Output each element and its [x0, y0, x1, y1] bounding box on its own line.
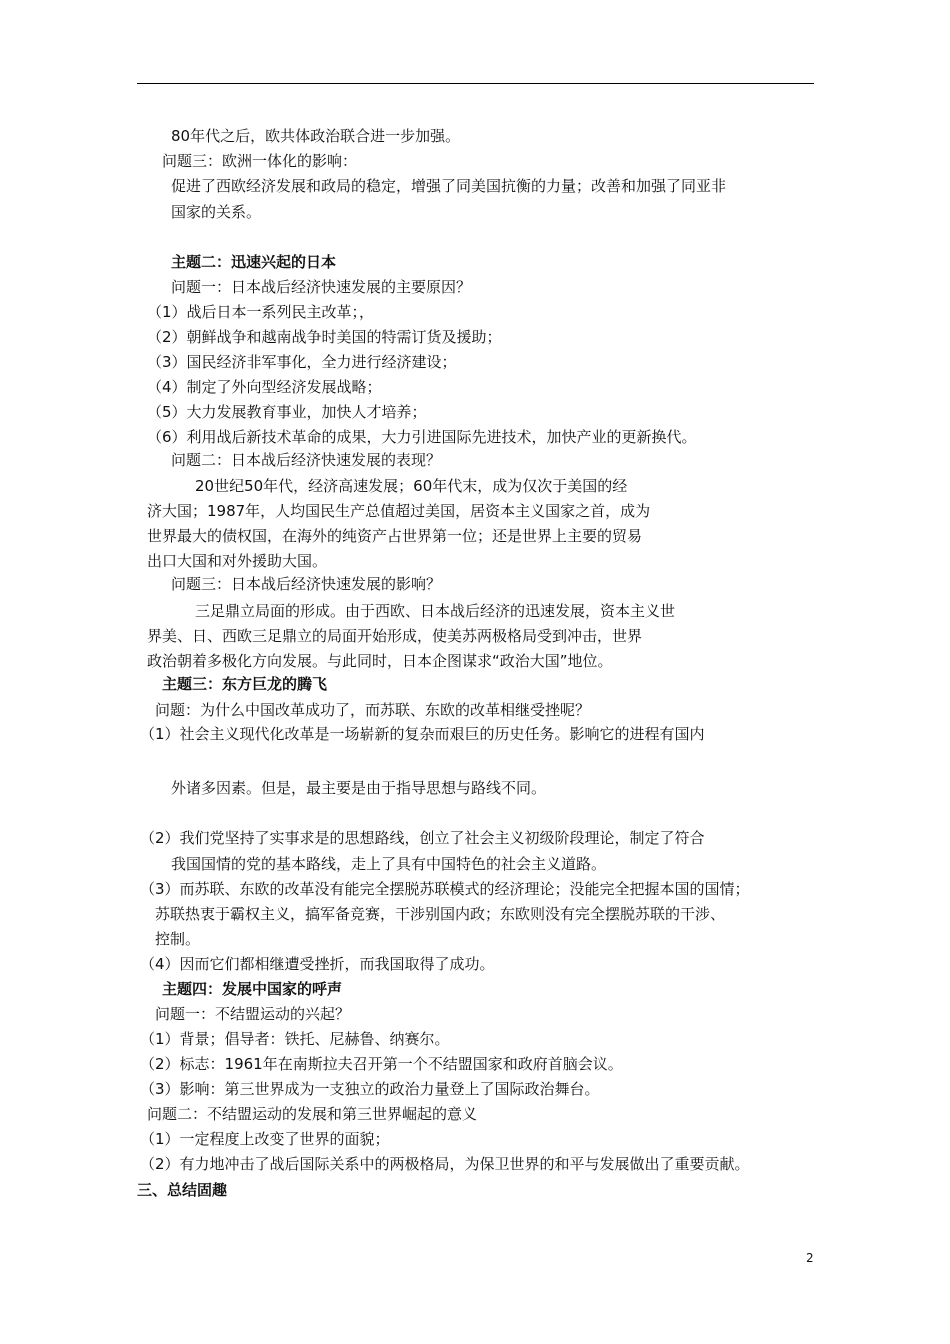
question-heading: 问题三：欧洲一体化的影响： [162, 152, 358, 170]
list-item: （1）一定程度上改变了世界的面貌； [140, 1130, 390, 1148]
page-number: 2 [806, 1251, 814, 1265]
question-heading: 问题二：日本战后经济快速发展的表现？ [171, 451, 442, 469]
list-item: （1）战后日本一系列民主改革；， [147, 303, 375, 321]
section-heading: 主题二：迅速兴起的日本 [171, 253, 337, 271]
section-heading: 主题四：发展中国家的呼声 [162, 980, 343, 998]
question-heading: 问题一：不结盟运动的兴起？ [155, 1005, 351, 1023]
text-line: 济大国；1987年，人均国民生产总值超过美国，居资本主义国家之首，成为 [147, 502, 651, 520]
list-item: （3）影响：第三世界成为一支独立的政治力量登上了国际政治舞台。 [140, 1080, 600, 1098]
question-heading: 问题一：日本战后经济快速发展的主要原因？ [171, 278, 472, 296]
text-line: 出口大国和对外援助大国。 [147, 552, 328, 570]
list-item: （2）我们党坚持了实事求是的思想路线，创立了社会主义初级阶段理论，制定了符合 [140, 829, 705, 847]
list-item: （1）社会主义现代化改革是一场崭新的复杂而艰巨的历史任务。影响它的进程有国内 [140, 725, 705, 743]
header-rule [137, 83, 814, 84]
question-heading: 问题二：不结盟运动的发展和第三世界崛起的意义 [147, 1105, 478, 1123]
text-line: 外诸多因素。但是，最主要是由于指导思想与路线不同。 [171, 779, 547, 797]
list-item: （4）因而它们都相继遭受挫折，而我国取得了成功。 [140, 955, 495, 973]
text-line: 20世纪50年代，经济高速发展；60年代末，成为仅次于美国的经 [195, 477, 628, 495]
text-line: 三足鼎立局面的形成。由于西欧、日本战后经济的迅速发展，资本主义世 [195, 602, 676, 620]
part-heading: 三、总结固趣 [137, 1181, 228, 1199]
text-line: 苏联热衷于霸权主义，搞军备竞赛，干涉别国内政；东欧则没有完全摆脱苏联的干涉、 [155, 905, 726, 923]
section-heading: 主题三：东方巨龙的腾飞 [162, 675, 328, 693]
text-line: 控制。 [155, 930, 201, 948]
list-item: （2）朝鲜战争和越南战争时美国的特需订货及援助； [147, 328, 502, 346]
text-line: 政治朝着多极化方向发展。与此同时，日本企图谋求“政治大国”地位。 [147, 652, 613, 670]
list-item: （1）背景；倡导者：铁托、尼赫鲁、纳赛尔。 [140, 1030, 450, 1048]
text-line: 我国国情的党的基本路线，走上了具有中国特色的社会主义道路。 [171, 855, 607, 873]
list-item: （4）制定了外向型经济发展战略； [147, 378, 382, 396]
text-line: 国家的关系。 [171, 203, 262, 221]
list-item: （2）有力地冲击了战后国际关系中的两极格局，为保卫世界的和平与发展做出了重要贡献。 [140, 1155, 750, 1173]
text-line: 促进了西欧经济发展和政局的稳定，增强了同美国抗衡的力量；改善和加强了同亚非 [171, 177, 727, 195]
list-item: （3）而苏联、东欧的改革没有能完全摆脱苏联模式的经济理论；没能完全把握本国的国情； [140, 880, 750, 898]
list-item: （2）标志：1961年在南斯拉夫召开第一个不结盟国家和政府首脑会议。 [140, 1055, 623, 1073]
text-line: 80年代之后，欧共体政治联合进一步加强。 [171, 127, 461, 145]
list-item: （3）国民经济非军事化，全力进行经济建设； [147, 353, 457, 371]
text-line: 世界最大的债权国，在海外的纯资产占世界第一位；还是世界上主要的贸易 [147, 527, 643, 545]
question-heading: 问题三：日本战后经济快速发展的影响？ [171, 575, 442, 593]
list-item: （6）利用战后新技术革命的成果，大力引进国际先进技术，加快产业的更新换代。 [147, 428, 697, 446]
list-item: （5）大力发展教育事业，加快人才培养； [147, 403, 427, 421]
text-line: 界美、日、西欧三足鼎立的局面开始形成，使美苏两极格局受到冲击，世界 [147, 627, 643, 645]
question-heading: 问题：为什么中国改革成功了，而苏联、东欧的改革相继受挫呢？ [155, 701, 591, 719]
